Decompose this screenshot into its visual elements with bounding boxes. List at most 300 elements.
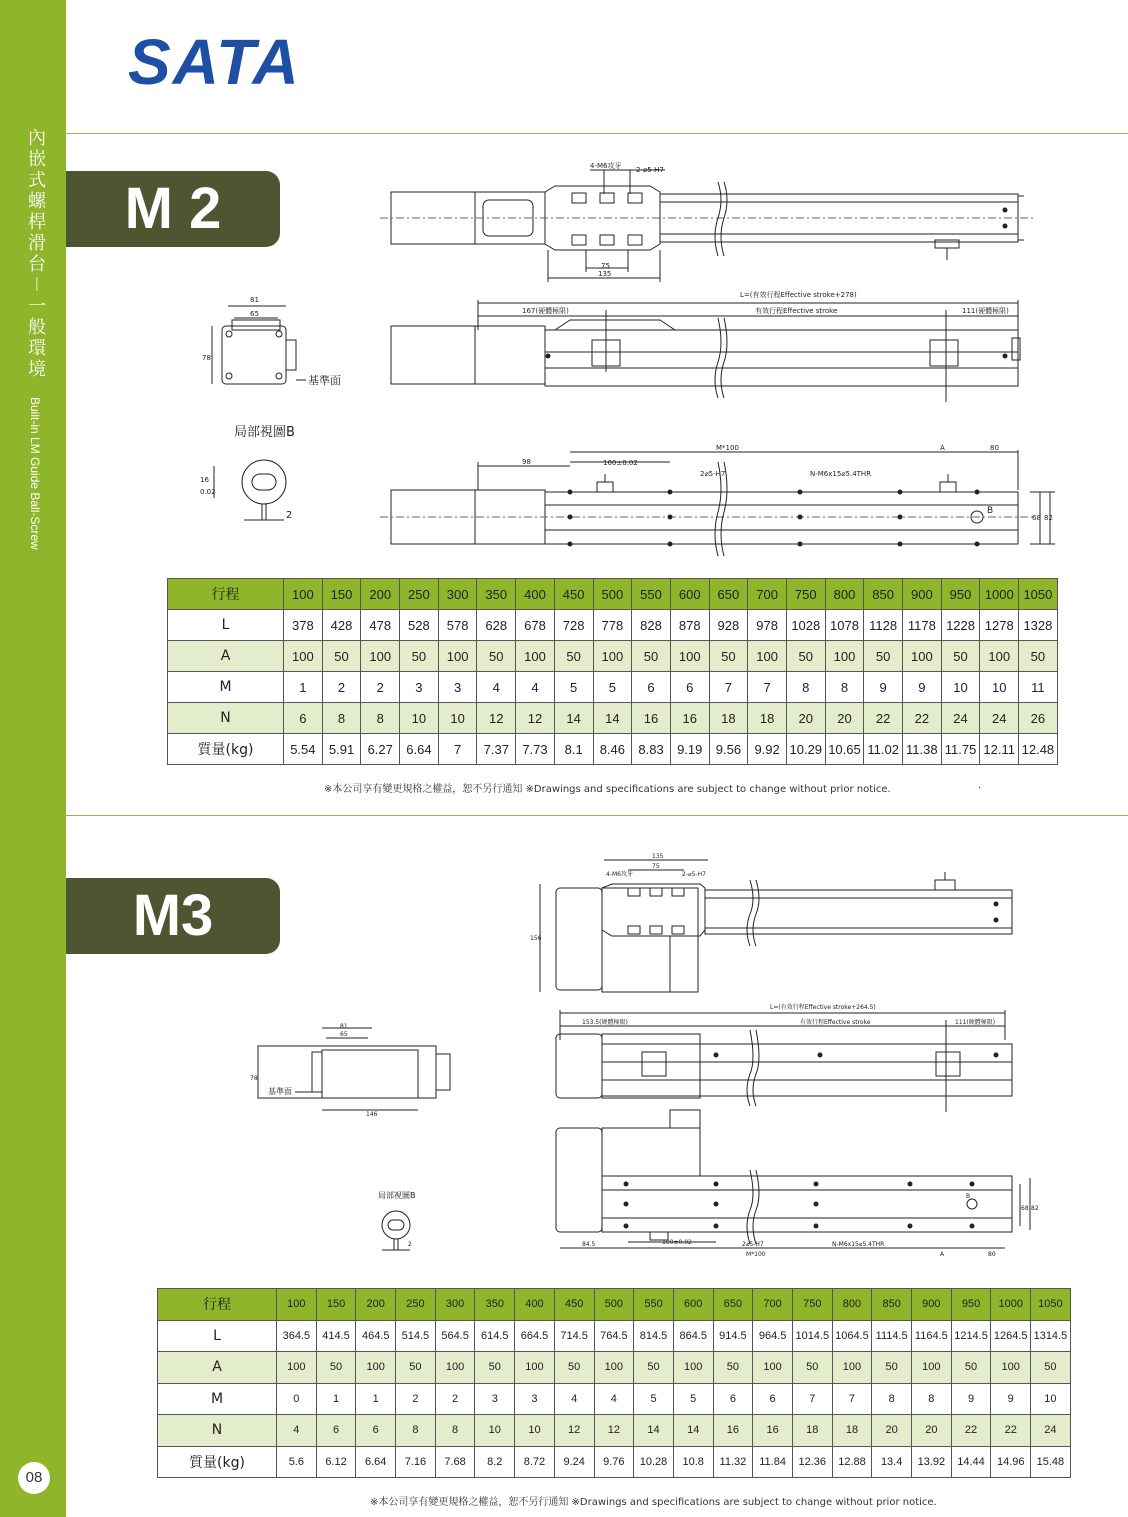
table-cell: 8 bbox=[361, 703, 400, 734]
m3-end-view bbox=[258, 1028, 450, 1110]
table-row bbox=[168, 672, 1058, 703]
stroke-value: 850 bbox=[872, 1289, 912, 1321]
table-cell: 5 bbox=[593, 672, 632, 703]
table-cell: 2 bbox=[396, 1383, 436, 1415]
m2-partial-view-label: 局部視圖B bbox=[234, 425, 295, 440]
table-cell: 50 bbox=[864, 641, 903, 672]
m3-spec-table bbox=[157, 1288, 1071, 1478]
m2-effective: 有效行程Effective stroke bbox=[755, 307, 838, 315]
table-cell: 10.8 bbox=[673, 1446, 713, 1478]
m3-d78: 78 bbox=[250, 1075, 258, 1082]
stroke-value: 100 bbox=[284, 579, 323, 610]
m2-note: ※本公司享有變更規格之權益，恕不另行通知 ※Drawings and specifications are subject to change without prior notice. bbox=[324, 784, 891, 795]
table-cell: 6 bbox=[316, 1415, 356, 1447]
table-cell: 6 bbox=[356, 1415, 396, 1447]
m3-note: ※本公司享有變更規格之權益，恕不另行通知 ※Drawings and specifications are subject to change without prior notice. bbox=[370, 1497, 937, 1508]
table-cell: 9 bbox=[864, 672, 903, 703]
table-cell: 20 bbox=[786, 703, 825, 734]
table-cell: 12 bbox=[594, 1415, 634, 1447]
table-cell: 964.5 bbox=[753, 1320, 793, 1352]
table-cell: 1114.5 bbox=[872, 1320, 912, 1352]
table-cell: 100 bbox=[515, 1352, 555, 1384]
table-cell: 9 bbox=[991, 1383, 1031, 1415]
table-cell: 8.46 bbox=[593, 734, 632, 765]
stroke-value: 100 bbox=[277, 1289, 317, 1321]
table-cell: 5.91 bbox=[322, 734, 361, 765]
stroke-value: 1000 bbox=[980, 579, 1019, 610]
table-cell: 100 bbox=[673, 1352, 713, 1384]
table-cell: 7 bbox=[748, 672, 787, 703]
m2-d02: 0.02 bbox=[200, 488, 216, 496]
table-cell: 6.12 bbox=[316, 1446, 356, 1478]
m2-d68: 68 bbox=[1032, 514, 1041, 522]
table-cell: 11.02 bbox=[864, 734, 903, 765]
table-cell: 3 bbox=[438, 672, 477, 703]
model-tab-m2: M 2 bbox=[66, 171, 280, 247]
table-cell: 1 bbox=[356, 1383, 396, 1415]
stroke-value: 200 bbox=[356, 1289, 396, 1321]
table-cell: 464.5 bbox=[356, 1320, 396, 1352]
table-cell: 10 bbox=[475, 1415, 515, 1447]
table-cell: 22 bbox=[991, 1415, 1031, 1447]
table-cell: 7 bbox=[832, 1383, 872, 1415]
m3-d81: 81 bbox=[340, 1023, 348, 1030]
table-cell: 100 bbox=[594, 1352, 634, 1384]
m2-d2: 2 bbox=[286, 510, 293, 521]
row-label: M bbox=[158, 1383, 277, 1415]
model-tab-m3: M3 bbox=[66, 878, 280, 954]
table-cell: 914.5 bbox=[713, 1320, 753, 1352]
table-cell: 8 bbox=[912, 1383, 952, 1415]
table-cell: 100 bbox=[277, 1352, 317, 1384]
m3-pin2: 2⌀5-H7 bbox=[742, 1241, 764, 1248]
table-cell: 11.38 bbox=[903, 734, 942, 765]
table-cell: 50 bbox=[316, 1352, 356, 1384]
m3-d68: 68 bbox=[1021, 1205, 1029, 1212]
table-cell: 1028 bbox=[786, 610, 825, 641]
table-cell: 1228 bbox=[941, 610, 980, 641]
stroke-value: 750 bbox=[792, 1289, 832, 1321]
table-cell: 100 bbox=[991, 1352, 1031, 1384]
table-cell: 428 bbox=[322, 610, 361, 641]
table-cell: 3 bbox=[400, 672, 439, 703]
table-cell: 828 bbox=[632, 610, 671, 641]
table-row bbox=[168, 641, 1058, 672]
table-cell: 6 bbox=[753, 1383, 793, 1415]
table-cell: 1314.5 bbox=[1031, 1320, 1071, 1352]
stroke-value: 900 bbox=[912, 1289, 952, 1321]
row-label: M bbox=[168, 672, 284, 703]
row-label: N bbox=[168, 703, 284, 734]
stroke-value: 1050 bbox=[1031, 1289, 1071, 1321]
table-cell: 7 bbox=[709, 672, 748, 703]
row-label: 質量(kg) bbox=[158, 1446, 277, 1478]
table-cell: 11.75 bbox=[941, 734, 980, 765]
table-cell: 100 bbox=[912, 1352, 952, 1384]
table-cell: 5 bbox=[673, 1383, 713, 1415]
table-cell: 12.11 bbox=[980, 734, 1019, 765]
table-cell: 20 bbox=[912, 1415, 952, 1447]
table-cell: 20 bbox=[872, 1415, 912, 1447]
m2-note-mark: . bbox=[978, 780, 982, 791]
m2-n-thru: N-M6x15⌀5.4THR bbox=[810, 470, 872, 478]
table-cell: 628 bbox=[477, 610, 516, 641]
table-cell: 764.5 bbox=[594, 1320, 634, 1352]
table-cell: 50 bbox=[709, 641, 748, 672]
stroke-value: 800 bbox=[832, 1289, 872, 1321]
stroke-value: 800 bbox=[825, 579, 864, 610]
table-cell: 22 bbox=[903, 703, 942, 734]
m2-limit-right: 111(硬體極限) bbox=[962, 307, 1009, 315]
m2-d82: 82 bbox=[1044, 514, 1053, 522]
table-cell: 514.5 bbox=[396, 1320, 436, 1352]
table-cell: 24 bbox=[980, 703, 1019, 734]
stroke-value: 500 bbox=[593, 579, 632, 610]
table-cell: 9.92 bbox=[748, 734, 787, 765]
stroke-value: 300 bbox=[438, 579, 477, 610]
m3-partial-view-label: 局部視圖B bbox=[378, 1191, 416, 1200]
table-cell: 5.6 bbox=[277, 1446, 317, 1478]
table-cell: 100 bbox=[980, 641, 1019, 672]
m3-d82: 82 bbox=[1031, 1205, 1039, 1212]
table-cell: 6.64 bbox=[400, 734, 439, 765]
table-cell: 18 bbox=[748, 703, 787, 734]
table-cell: 8 bbox=[786, 672, 825, 703]
table-cell: 10 bbox=[400, 703, 439, 734]
m3-d65: 65 bbox=[340, 1031, 348, 1038]
stroke-value: 850 bbox=[864, 579, 903, 610]
m3-d146: 146 bbox=[366, 1111, 378, 1118]
table-cell: 10.29 bbox=[786, 734, 825, 765]
table-cell: 5 bbox=[634, 1383, 674, 1415]
table-cell: 864.5 bbox=[673, 1320, 713, 1352]
stroke-value: 350 bbox=[475, 1289, 515, 1321]
table-cell: 22 bbox=[951, 1415, 991, 1447]
table-cell: 12.88 bbox=[832, 1446, 872, 1478]
table-cell: 10 bbox=[515, 1415, 555, 1447]
table-cell: 4 bbox=[594, 1383, 634, 1415]
stroke-value: 150 bbox=[322, 579, 361, 610]
table-row bbox=[168, 734, 1058, 765]
m3-d135: 135 bbox=[652, 853, 664, 860]
table-cell: 100 bbox=[438, 641, 477, 672]
stroke-value: 350 bbox=[477, 579, 516, 610]
table-cell: 7.37 bbox=[477, 734, 516, 765]
table-cell: 978 bbox=[748, 610, 787, 641]
table-cell: 50 bbox=[786, 641, 825, 672]
table-cell: 15.48 bbox=[1031, 1446, 1071, 1478]
stroke-value: 1050 bbox=[1019, 579, 1058, 610]
row-label: A bbox=[168, 641, 284, 672]
table-cell: 8 bbox=[825, 672, 864, 703]
table-cell: 100 bbox=[825, 641, 864, 672]
table-cell: 100 bbox=[356, 1352, 396, 1384]
table-cell: 50 bbox=[400, 641, 439, 672]
m3-d80: 80 bbox=[988, 1251, 996, 1258]
stroke-header: 行程 bbox=[168, 579, 284, 610]
table-cell: 678 bbox=[516, 610, 555, 641]
row-label: A bbox=[158, 1352, 277, 1384]
table-cell: 100 bbox=[593, 641, 632, 672]
stroke-value: 300 bbox=[435, 1289, 475, 1321]
table-cell: 100 bbox=[435, 1352, 475, 1384]
m2-d16: 16 bbox=[200, 476, 209, 484]
m2-d75: 75 bbox=[601, 262, 610, 270]
m2-dB: B bbox=[987, 506, 994, 516]
table-cell: 50 bbox=[396, 1352, 436, 1384]
table-cell: 20 bbox=[825, 703, 864, 734]
table-cell: 5 bbox=[554, 672, 593, 703]
table-cell: 10 bbox=[941, 672, 980, 703]
table-cell: 1078 bbox=[825, 610, 864, 641]
table-cell: 1214.5 bbox=[951, 1320, 991, 1352]
table-cell: 7 bbox=[438, 734, 477, 765]
stroke-value: 950 bbox=[951, 1289, 991, 1321]
m3-limit-right: 111(硬體極限) bbox=[955, 1019, 996, 1026]
stroke-value: 250 bbox=[400, 579, 439, 610]
table-cell: 12.36 bbox=[792, 1446, 832, 1478]
m2-d81: 81 bbox=[250, 296, 259, 304]
table-cell: 100 bbox=[832, 1352, 872, 1384]
stroke-value: 950 bbox=[941, 579, 980, 610]
table-cell: 18 bbox=[832, 1415, 872, 1447]
table-cell: 24 bbox=[1031, 1415, 1071, 1447]
m3-d845: 84.5 bbox=[582, 1241, 596, 1248]
m2-d65: 65 bbox=[250, 310, 259, 318]
table-cell: 378 bbox=[284, 610, 323, 641]
m2-d80: 80 bbox=[990, 444, 999, 452]
table-cell: 8.83 bbox=[632, 734, 671, 765]
row-label: L bbox=[168, 610, 284, 641]
stroke-value: 200 bbox=[361, 579, 400, 610]
page-number: 08 bbox=[18, 1462, 50, 1494]
stroke-value: 650 bbox=[713, 1289, 753, 1321]
stroke-value: 900 bbox=[903, 579, 942, 610]
m2-d100tol: 100±0.02 bbox=[603, 459, 638, 467]
table-cell: 12.48 bbox=[1019, 734, 1058, 765]
table-header-row bbox=[158, 1289, 1071, 1321]
table-cell: 364.5 bbox=[277, 1320, 317, 1352]
m2-dA: A bbox=[940, 444, 945, 452]
table-cell: 12 bbox=[554, 1415, 594, 1447]
m3-m100: M*100 bbox=[746, 1251, 766, 1258]
table-cell: 1264.5 bbox=[991, 1320, 1031, 1352]
table-cell: 100 bbox=[670, 641, 709, 672]
table-cell: 9.19 bbox=[670, 734, 709, 765]
m3-dB: B bbox=[966, 1193, 971, 1200]
stroke-header: 行程 bbox=[158, 1289, 277, 1321]
table-cell: 664.5 bbox=[515, 1320, 555, 1352]
table-cell: 50 bbox=[1031, 1352, 1071, 1384]
table-cell: 2 bbox=[435, 1383, 475, 1415]
table-cell: 9.76 bbox=[594, 1446, 634, 1478]
m2-total-length: L=(有效行程Effective stroke+278) bbox=[740, 291, 857, 299]
table-row bbox=[158, 1446, 1071, 1478]
table-cell: 18 bbox=[709, 703, 748, 734]
table-cell: 8.72 bbox=[515, 1446, 555, 1478]
table-cell: 778 bbox=[593, 610, 632, 641]
table-cell: 10.28 bbox=[634, 1446, 674, 1478]
table-cell: 50 bbox=[634, 1352, 674, 1384]
m2-m100: M*100 bbox=[716, 444, 739, 452]
table-cell: 9.56 bbox=[709, 734, 748, 765]
table-cell: 6.64 bbox=[356, 1446, 396, 1478]
m2-d98: 98 bbox=[522, 458, 531, 466]
table-cell: 614.5 bbox=[475, 1320, 515, 1352]
table-cell: 26 bbox=[1019, 703, 1058, 734]
table-cell: 4 bbox=[516, 672, 555, 703]
table-cell: 50 bbox=[713, 1352, 753, 1384]
m2-ref-surface: 基準面 bbox=[308, 374, 341, 387]
table-cell: 2 bbox=[361, 672, 400, 703]
table-cell: 3 bbox=[475, 1383, 515, 1415]
table-cell: 6 bbox=[632, 672, 671, 703]
stroke-value: 700 bbox=[753, 1289, 793, 1321]
stroke-value: 750 bbox=[786, 579, 825, 610]
table-cell: 50 bbox=[554, 1352, 594, 1384]
table-cell: 6 bbox=[713, 1383, 753, 1415]
m3-total-length: L=(有效行程Effective stroke+264.5) bbox=[770, 1004, 876, 1011]
m3-d2: 2 bbox=[408, 1241, 412, 1248]
table-cell: 9 bbox=[903, 672, 942, 703]
table-cell: 1014.5 bbox=[792, 1320, 832, 1352]
m3-n-thru: N-M6x15⌀5.4THR bbox=[832, 1241, 885, 1248]
table-cell: 100 bbox=[361, 641, 400, 672]
table-cell: 6.27 bbox=[361, 734, 400, 765]
m2-limit-left: 167(硬體極限) bbox=[522, 307, 569, 315]
table-cell: 100 bbox=[284, 641, 323, 672]
stroke-value: 600 bbox=[670, 579, 709, 610]
table-cell: 6 bbox=[284, 703, 323, 734]
table-cell: 16 bbox=[670, 703, 709, 734]
table-cell: 1178 bbox=[903, 610, 942, 641]
stroke-value: 450 bbox=[554, 1289, 594, 1321]
table-cell: 814.5 bbox=[634, 1320, 674, 1352]
m2-spec-table bbox=[167, 578, 1058, 765]
sidebar-title-en: Built-in LM Guide Ball-Screw bbox=[28, 396, 42, 550]
table-cell: 16 bbox=[713, 1415, 753, 1447]
table-cell: 0 bbox=[277, 1383, 317, 1415]
table-cell: 14 bbox=[673, 1415, 713, 1447]
m3-partial-view bbox=[382, 1211, 410, 1250]
m3-d156: 156 bbox=[530, 935, 542, 942]
m3-limit-left: 153.5(硬體極限) bbox=[582, 1019, 628, 1026]
table-cell: 14 bbox=[634, 1415, 674, 1447]
table-row bbox=[158, 1415, 1071, 1447]
table-header-row bbox=[168, 579, 1058, 610]
stroke-value: 400 bbox=[515, 1289, 555, 1321]
table-cell: 3 bbox=[515, 1383, 555, 1415]
table-cell: 728 bbox=[554, 610, 593, 641]
table-cell: 50 bbox=[477, 641, 516, 672]
table-cell: 4 bbox=[277, 1415, 317, 1447]
table-cell: 50 bbox=[475, 1352, 515, 1384]
table-cell: 16 bbox=[632, 703, 671, 734]
stroke-value: 250 bbox=[396, 1289, 436, 1321]
table-cell: 50 bbox=[322, 641, 361, 672]
table-cell: 9 bbox=[951, 1383, 991, 1415]
table-cell: 11.84 bbox=[753, 1446, 793, 1478]
table-cell: 10.65 bbox=[825, 734, 864, 765]
table-cell: 50 bbox=[951, 1352, 991, 1384]
m3-top-view bbox=[540, 860, 1012, 992]
table-cell: 50 bbox=[632, 641, 671, 672]
table-cell: 1064.5 bbox=[832, 1320, 872, 1352]
table-cell: 5.54 bbox=[284, 734, 323, 765]
table-cell: 6 bbox=[670, 672, 709, 703]
table-cell: 1 bbox=[316, 1383, 356, 1415]
m3-dA: A bbox=[940, 1251, 945, 1258]
table-cell: 10 bbox=[438, 703, 477, 734]
table-cell: 100 bbox=[748, 641, 787, 672]
table-row bbox=[158, 1352, 1071, 1384]
stroke-value: 550 bbox=[632, 579, 671, 610]
m2-d78: 78 bbox=[202, 354, 211, 362]
table-cell: 9.24 bbox=[554, 1446, 594, 1478]
m3-pin-label: 2-⌀5-H7 bbox=[682, 871, 706, 878]
table-cell: 7.16 bbox=[396, 1446, 436, 1478]
table-cell: 50 bbox=[792, 1352, 832, 1384]
table-cell: 100 bbox=[516, 641, 555, 672]
m3-m4-label: 4-M6攻牙 bbox=[606, 871, 633, 878]
table-cell: 11 bbox=[1019, 672, 1058, 703]
stroke-value: 400 bbox=[516, 579, 555, 610]
table-row bbox=[168, 610, 1058, 641]
table-cell: 8 bbox=[396, 1415, 436, 1447]
table-cell: 10 bbox=[980, 672, 1019, 703]
table-cell: 100 bbox=[903, 641, 942, 672]
stroke-value: 650 bbox=[709, 579, 748, 610]
table-cell: 1278 bbox=[980, 610, 1019, 641]
m2-pin-label: 2-⌀5-H7 bbox=[636, 166, 664, 174]
table-row bbox=[158, 1383, 1071, 1415]
table-cell: 414.5 bbox=[316, 1320, 356, 1352]
table-cell: 528 bbox=[400, 610, 439, 641]
table-cell: 7.68 bbox=[435, 1446, 475, 1478]
table-cell: 8.1 bbox=[554, 734, 593, 765]
m3-d100tol: 100±0.02 bbox=[662, 1239, 692, 1246]
table-cell: 878 bbox=[670, 610, 709, 641]
row-label: L bbox=[158, 1320, 277, 1352]
table-cell: 8 bbox=[322, 703, 361, 734]
sidebar-title-zh: 內嵌式螺桿滑台－一般環境 bbox=[25, 128, 46, 380]
table-cell: 10 bbox=[1031, 1383, 1071, 1415]
table-cell: 22 bbox=[864, 703, 903, 734]
m2-pin2: 2⌀5-H7 bbox=[700, 470, 726, 478]
table-cell: 24 bbox=[941, 703, 980, 734]
table-cell: 928 bbox=[709, 610, 748, 641]
table-cell: 478 bbox=[361, 610, 400, 641]
row-label: N bbox=[158, 1415, 277, 1447]
table-cell: 4 bbox=[554, 1383, 594, 1415]
m2-m4-label: 4-M6攻牙 bbox=[590, 162, 622, 170]
m2-d135: 135 bbox=[598, 270, 612, 278]
table-cell: 1 bbox=[284, 672, 323, 703]
table-cell: 578 bbox=[438, 610, 477, 641]
table-cell: 714.5 bbox=[554, 1320, 594, 1352]
table-cell: 7.73 bbox=[516, 734, 555, 765]
table-cell: 12 bbox=[516, 703, 555, 734]
table-cell: 1128 bbox=[864, 610, 903, 641]
stroke-value: 500 bbox=[594, 1289, 634, 1321]
stroke-value: 700 bbox=[748, 579, 787, 610]
table-cell: 13.92 bbox=[912, 1446, 952, 1478]
row-label: 質量(kg) bbox=[168, 734, 284, 765]
table-cell: 14 bbox=[593, 703, 632, 734]
table-row bbox=[158, 1320, 1071, 1352]
table-cell: 16 bbox=[753, 1415, 793, 1447]
table-cell: 8 bbox=[435, 1415, 475, 1447]
